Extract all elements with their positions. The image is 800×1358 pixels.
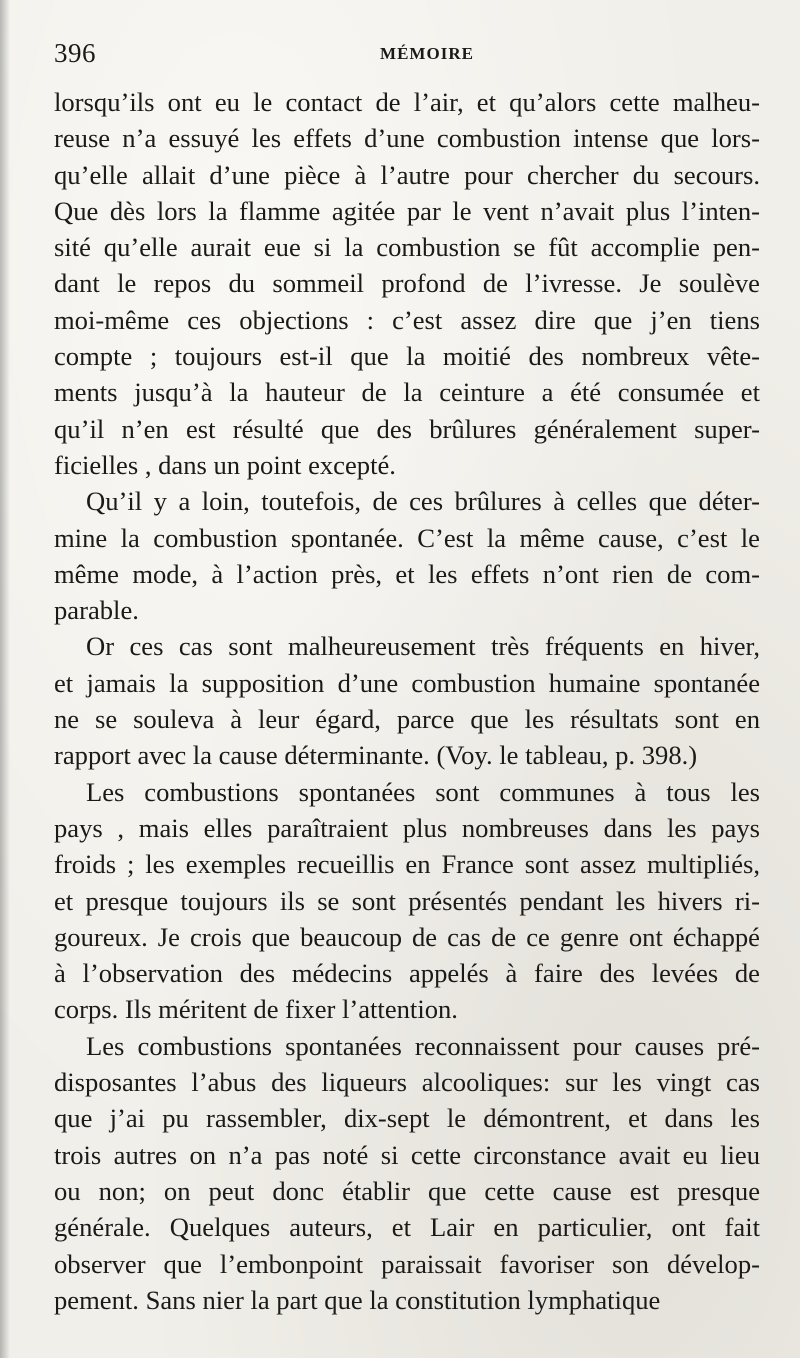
text-line: à l’observation des médecins appelés à faire des levées de [54,958,760,989]
page-header [54,38,760,78]
text-line: générale. Quelques auteurs, et Lair en particulier, ont fait [54,1212,760,1243]
text-line: pement. Sans nier la part que la constitution lymphatique [54,1284,661,1315]
text-line: qu’il n’en est résulté que des brûlures généralement super- [54,413,760,444]
text-line: Les combustions spontanées reconnaissent pour causes pré- [86,1030,760,1061]
page-number: 396 [54,38,96,68]
text-line: même mode, à l’action près, et les effets n’ont rien de com- [54,558,760,589]
paragraph [54,1028,760,1318]
text-line: disposantes l’abus des liqueurs alcooliques: sur les vingt cas [54,1067,760,1098]
text-line: qu’elle allait d’une pièce à l’autre pour chercher du secours. [54,159,760,190]
text-line: observer que l’embonpoint paraissait favoriser son dévelop- [54,1248,760,1279]
text-line: mine la combustion spontanée. C’est la même cause, c’est le [54,522,760,553]
text-line: froids ; les exemples recueillis en France sont assez multipliés, [54,849,760,880]
text-line: parable. [54,595,139,626]
text-line: Or ces cas sont malheureusement très fréquents en hiver, [86,631,760,662]
text-line: Les combustions spontanées sont communes à tous les [86,776,760,807]
text-line: dant le repos du sommeil profond de l’ivresse. Je soulève [54,268,760,299]
text-line: et presque toujours ils se sont présentés pendant les hivers ri- [54,885,760,916]
running-head: MÉMOIRE [380,44,474,63]
text-line: lorsqu’ils ont eu le contact de l’air, et qu’alors cette malheu- [54,87,760,117]
text-line: ne se souleva à leur égard, parce que les résultats sont en [54,704,760,735]
text-line: goureux. Je crois que beaucoup de cas de ce genre ont échappé [54,921,760,952]
text-line: trois autres on n’a pas noté si cette circonstance avait eu lieu [54,1139,760,1170]
text-line: ou non; on peut donc établir que cette cause est presque [54,1175,760,1206]
text-line: ficielles , dans un point excepté. [54,449,396,480]
text-line: ments jusqu’à la hauteur de la ceinture a été consumée et [54,377,760,408]
text-line: et jamais la supposition d’une combustion humaine spontanée [54,667,760,698]
paragraph [54,84,760,483]
text-line: moi-même ces objections : c’est assez dire que j’en tiens [54,304,760,335]
text-line: rapport avec la cause déterminante. (Voy. le tableau, p. 398.) [54,740,698,771]
text-line: Que dès lors la flamme agitée par le vent n’avait plus l’inten- [54,195,760,226]
paragraph [54,628,760,773]
paragraph [54,483,760,628]
text-line: Qu’il y a loin, toutefois, de ces brûlures à celles que déter- [86,486,760,517]
text-line: compte ; toujours est-il que la moitié des nombreux vête- [54,341,760,372]
text-line: reuse n’a essuyé les effets d’une combustion intense que lors- [54,123,760,154]
text-line: sité qu’elle aurait eue si la combustion se fût accomplie pen- [54,232,760,263]
text-line: que j’ai pu rassembler, dix-sept le démontrent, et dans les [54,1103,760,1134]
text-line: pays , mais elles paraîtraient plus nombreuses dans les pays [54,812,760,843]
body-text [54,84,760,1318]
text-line: corps. Ils méritent de fixer l’attention. [54,994,458,1025]
paragraph [54,774,760,1028]
